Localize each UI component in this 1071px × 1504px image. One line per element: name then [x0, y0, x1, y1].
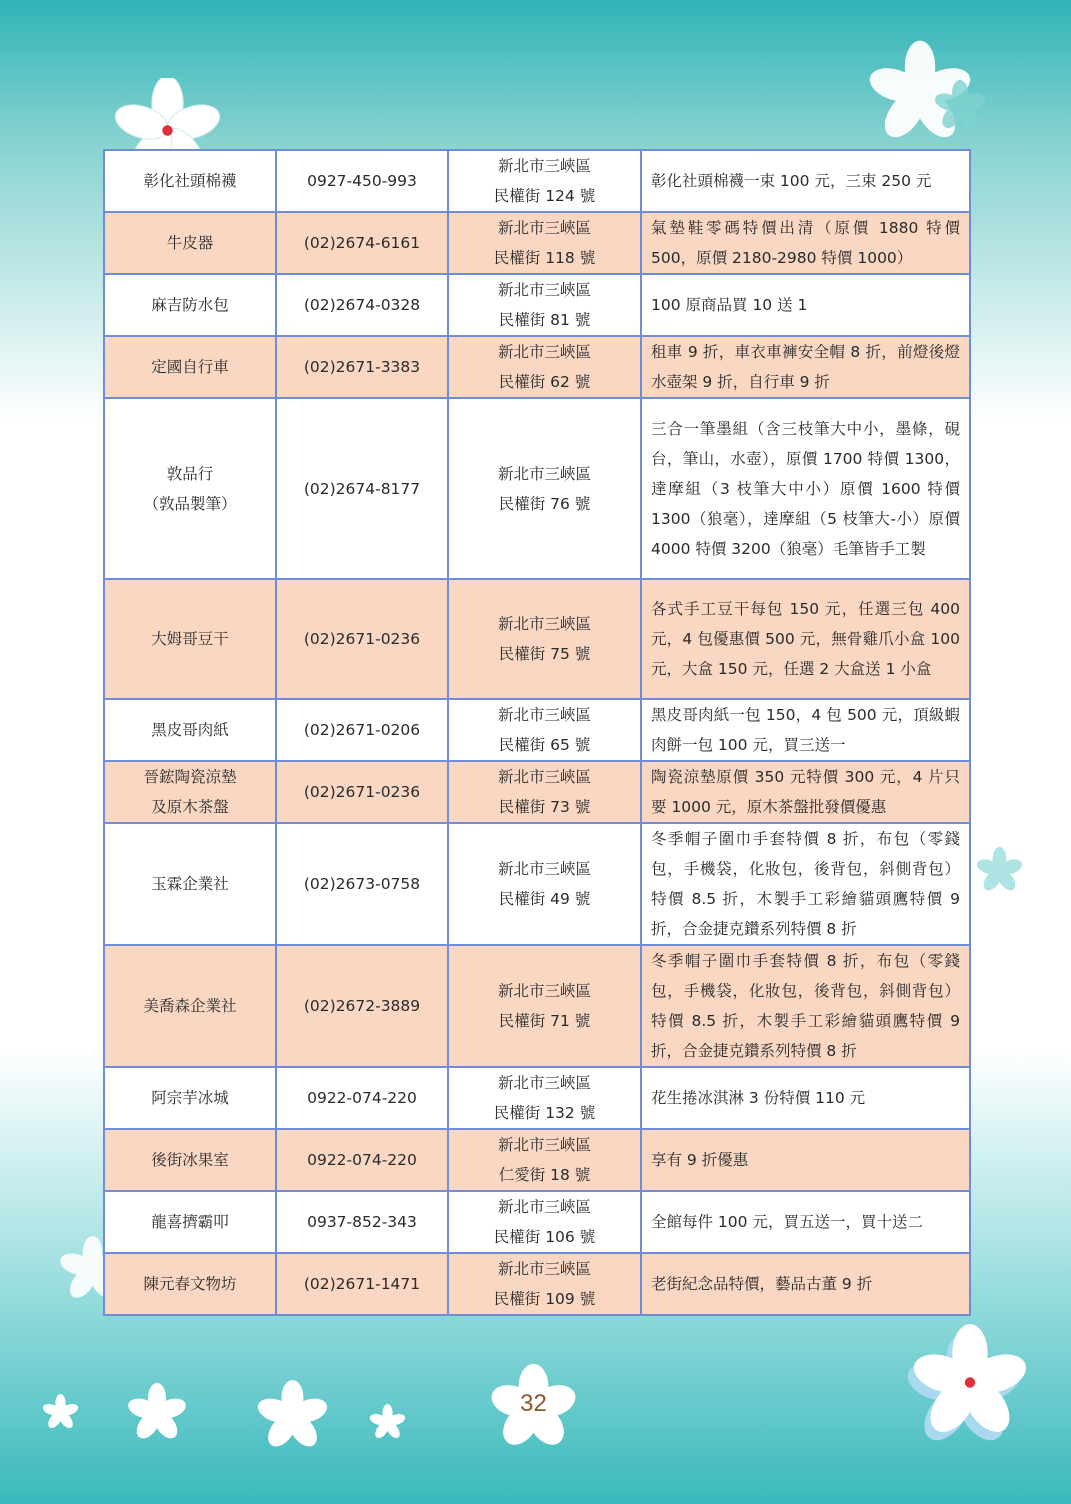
table-row	[104, 150, 970, 212]
store-address: 新北市三峽區 民權街 81 號	[448, 274, 641, 336]
store-phone: (02)2671-1471	[276, 1253, 448, 1315]
store-address: 新北市三峽區 民權街 49 號	[448, 823, 641, 945]
table-row	[104, 1129, 970, 1191]
store-phone: (02)2673-0758	[276, 823, 448, 945]
table-row	[104, 699, 970, 761]
store-phone: (02)2674-0328	[276, 274, 448, 336]
table-row	[104, 274, 970, 336]
store-name: 黑皮哥肉紙	[104, 699, 276, 761]
store-name: 麻吉防水包	[104, 274, 276, 336]
store-address: 新北市三峽區 民權街 71 號	[448, 945, 641, 1067]
store-offer: 三合一筆墨組（含三枝筆大中小，墨條，硯台，筆山，水壺），原價 1700 特價 1300，達摩組（3 枝筆大中小）原價 1600 特價 1300（狼毫），達摩組（5 枝筆大-小）原價 4000 特價 3200（狼毫）毛筆皆手工製	[641, 398, 970, 579]
table-row	[104, 579, 970, 699]
store-address: 新北市三峽區 民權街 73 號	[448, 761, 641, 823]
store-address: 新北市三峽區 民權街 65 號	[448, 699, 641, 761]
store-phone: 0927-450-993	[276, 150, 448, 212]
table-row	[104, 336, 970, 398]
table-row	[104, 398, 970, 579]
store-name: 牛皮器	[104, 212, 276, 274]
store-offer: 氣墊鞋零碼特價出清（原價 1880 特價 500，原價 2180-2980 特價 1000）	[641, 212, 970, 274]
store-name: 敦品行 （敦品製筆）	[104, 398, 276, 579]
store-phone: (02)2672-3889	[276, 945, 448, 1067]
store-name: 定國自行車	[104, 336, 276, 398]
store-offer: 花生捲冰淇淋 3 份特價 110 元	[641, 1067, 970, 1129]
store-name: 龍喜擠霸叩	[104, 1191, 276, 1253]
store-phone: 0922-074-220	[276, 1067, 448, 1129]
table-row	[104, 1191, 970, 1253]
store-offer: 陶瓷涼墊原價 350 元特價 300 元，4 片只要 1000 元，原木茶盤批發價優惠	[641, 761, 970, 823]
store-address: 新北市三峽區 民權街 76 號	[448, 398, 641, 579]
store-address: 新北市三峽區 民權街 132 號	[448, 1067, 641, 1129]
store-offer: 老街紀念品特價，藝品古董 9 折	[641, 1253, 970, 1315]
table-row	[104, 212, 970, 274]
table-row	[104, 761, 970, 823]
store-phone: 0937-852-343	[276, 1191, 448, 1253]
store-name: 大姆哥豆干	[104, 579, 276, 699]
store-phone: (02)2674-6161	[276, 212, 448, 274]
flower-icon	[905, 1320, 1035, 1445]
flower-icon	[365, 1400, 410, 1445]
store-offer: 各式手工豆干每包 150 元，任選三包 400 元，4 包優惠價 500 元，無骨雞爪小盒 100 元，大盒 150 元，任選 2 大盒送 1 小盒	[641, 579, 970, 699]
store-offer: 全館每件 100 元，買五送一，買十送二	[641, 1191, 970, 1253]
store-discount-table	[103, 149, 971, 1316]
store-name: 晉鋐陶瓷涼墊 及原木茶盤	[104, 761, 276, 823]
table-row	[104, 1067, 970, 1129]
store-address: 新北市三峽區 民權街 118 號	[448, 212, 641, 274]
store-offer: 冬季帽子圍巾手套特價 8 折，布包（零錢包，手機袋，化妝包，後背包，斜側背包）特價 8.5 折，木製手工彩繪貓頭鷹特價 9 折，合金捷克鑽系列特價 8 折	[641, 823, 970, 945]
store-phone: (02)2671-3383	[276, 336, 448, 398]
store-name: 後街冰果室	[104, 1129, 276, 1191]
store-name: 玉霖企業社	[104, 823, 276, 945]
store-phone: (02)2674-8177	[276, 398, 448, 579]
store-address: 新北市三峽區 民權街 62 號	[448, 336, 641, 398]
store-address: 新北市三峽區 仁愛街 18 號	[448, 1129, 641, 1191]
flower-icon	[38, 1390, 83, 1435]
store-address: 新北市三峽區 民權街 75 號	[448, 579, 641, 699]
page-number: 32	[520, 1390, 547, 1417]
table-row	[104, 1253, 970, 1315]
store-name: 阿宗芋冰城	[104, 1067, 276, 1129]
flower-icon	[250, 1376, 335, 1456]
store-address: 新北市三峽區 民權街 124 號	[448, 150, 641, 212]
store-address: 新北市三峽區 民權街 109 號	[448, 1253, 641, 1315]
flower-icon	[122, 1378, 192, 1448]
store-name: 彰化社頭棉襪	[104, 150, 276, 212]
store-name: 美喬森企業社	[104, 945, 276, 1067]
flower-icon	[972, 843, 1027, 898]
store-phone: (02)2671-0236	[276, 579, 448, 699]
store-offer: 彰化社頭棉襪一束 100 元，三束 250 元	[641, 150, 970, 212]
store-phone: (02)2671-0236	[276, 761, 448, 823]
store-offer: 冬季帽子圍巾手套特價 8 折，布包（零錢包，手機袋，化妝包，後背包，斜側背包）特價 8.5 折，木製手工彩繪貓頭鷹特價 9 折，合金捷克鑽系列特價 8 折	[641, 945, 970, 1067]
store-offer: 租車 9 折，車衣車褲安全帽 8 折，前燈後燈水壺架 9 折，自行車 9 折	[641, 336, 970, 398]
store-address: 新北市三峽區 民權街 106 號	[448, 1191, 641, 1253]
store-phone: 0922-074-220	[276, 1129, 448, 1191]
store-offer: 黑皮哥肉紙一包 150，4 包 500 元，頂級蝦肉餅一包 100 元，買三送一	[641, 699, 970, 761]
store-phone: (02)2671-0206	[276, 699, 448, 761]
store-offer: 100 原商品買 10 送 1	[641, 274, 970, 336]
store-name: 陳元春文物坊	[104, 1253, 276, 1315]
store-offer: 享有 9 折優惠	[641, 1129, 970, 1191]
table-row	[104, 823, 970, 945]
flower-icon	[930, 76, 990, 136]
table-row	[104, 945, 970, 1067]
